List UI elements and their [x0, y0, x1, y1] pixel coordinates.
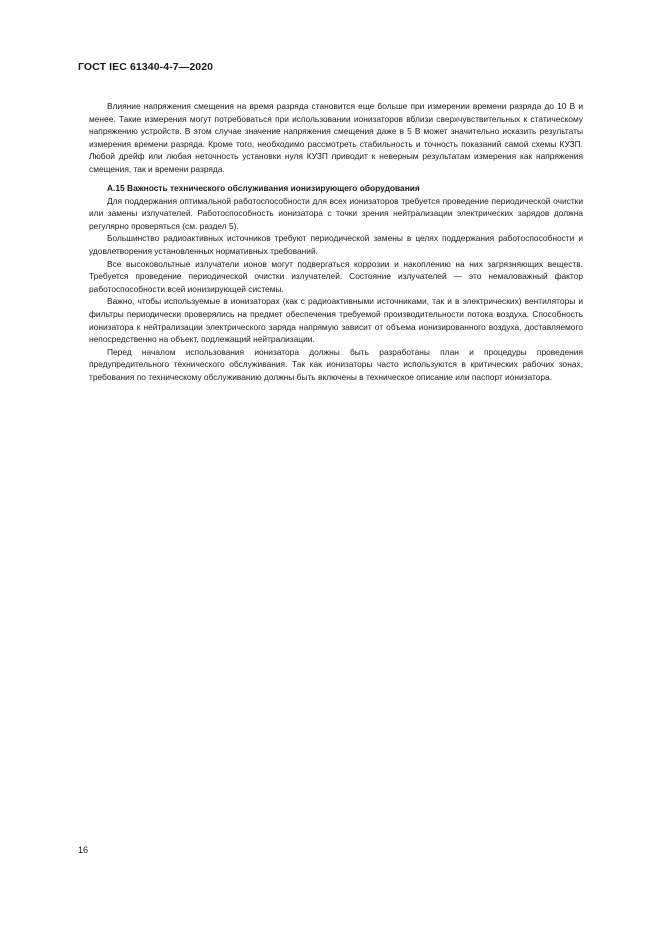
page-number: 16	[78, 845, 89, 855]
section-paragraph-1: Для поддержания оптимальной работоспособности для всех ионизаторов требуется проведение периодической очистки или замены излучателей. Работоспособность ионизатора с точки зрения нейтрализации электрических зарядов должна регулярно проверяться (см. раздел 5).	[89, 195, 583, 231]
document-body	[89, 100, 583, 383]
section-paragraph-4: Важно, чтобы используемые в ионизаторах (как с радиоактивными источниками, так и в электрических) вентиляторы и фильтры периодически проверялись на предмет обеспечения требуемой производительности потока воздуха. Способность ионизатора к нейтрализации электрического заряда напрямую зависит от объема ионизированного воздуха, доставляемого непосредственно на объект, подлежащий нейтрализации.	[89, 296, 583, 345]
section-paragraph-2: Большинство радиоактивных источников требуют периодической замены в целях поддержания работоспособности и удовлетворения установленных нормативных требований.	[89, 233, 583, 256]
section-heading: А.15 Важность технического обслуживания ионизирующего оборудования	[107, 182, 420, 193]
section-paragraph-5: Перед началом использования ионизатора должны быть разработаны план и процедуры проведения предупредительного технического обслуживания. Так как ионизаторы часто используются в критических рабочих зонах, требования по техническому обслуживанию должны быть включены в техническое описание или паспорт ионизатора.	[89, 346, 583, 382]
intro-paragraph: Влияние напряжения смещения на время разряда становится еще больше при измерении времени разряда до 10 В и менее. Такие измерения могут потребоваться при использовании ионизаторов вблизи сверхчувствительных к статическому напряжению устройств. В этом случае значение напряжения смещения даже в 5 В может значительно исказить результаты измерения времени разряда. Кроме того, необходимо рассмотреть стабильность и точность показаний самой схемы КУЗП. Любой дрейф или любая неточность установки нуля КУЗП приводит к неверным результатам измерения как напряжения смещения, так и времени разряда.	[89, 101, 583, 174]
document-header-title: ГОСТ IEC 61340-4-7—2020	[78, 61, 214, 73]
section-paragraph-3: Все высоковольтные излучатели ионов могут подвергаться коррозии и накоплению на них загрязняющих веществ. Требуется проведение периодической очистки излучателей. Состояние излучателей — это немаловажный фактор работоспособности всей ионизирующей системы.	[89, 258, 583, 294]
